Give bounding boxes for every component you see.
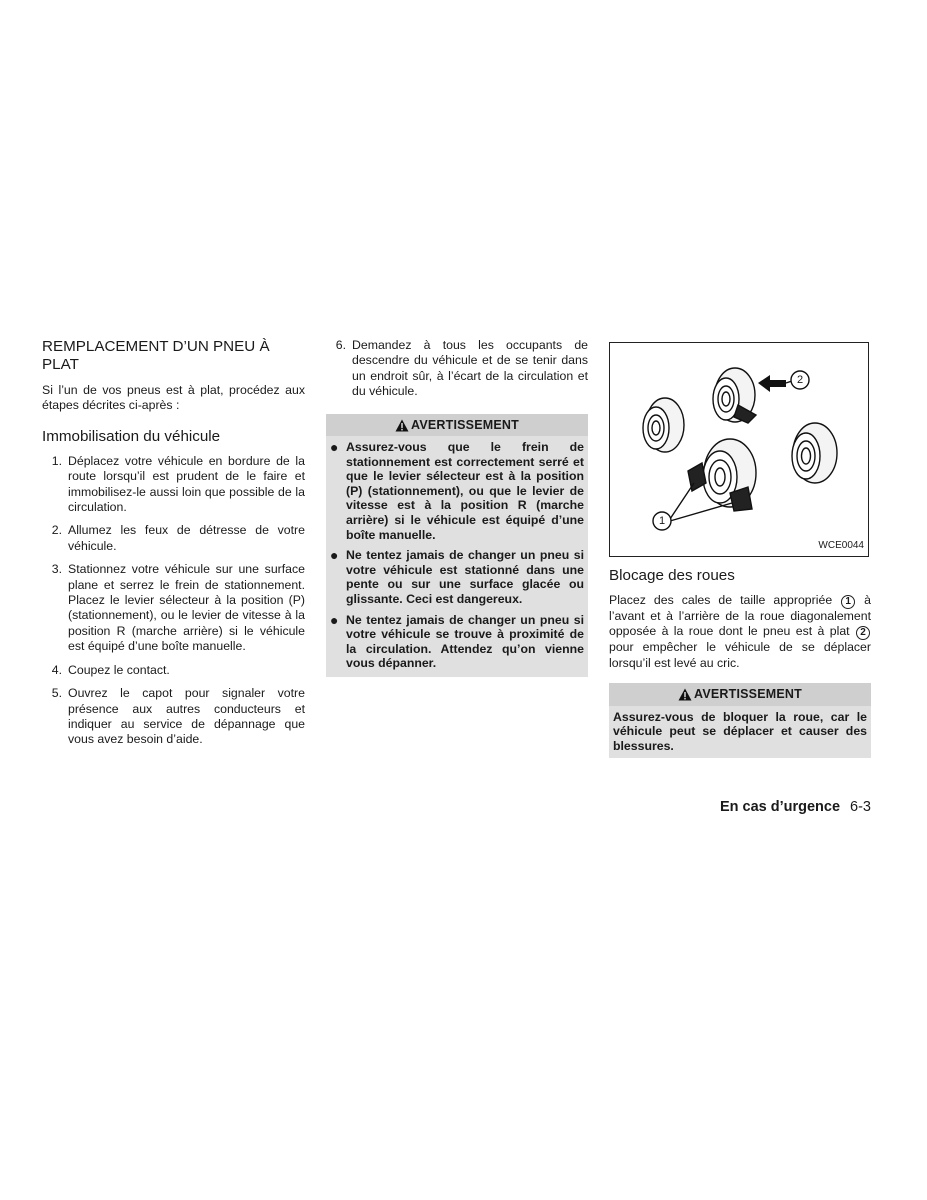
list-item: 5. Ouvrez le capot pour signaler votre présence aux autres conducteurs et indiquer au service de dépannage que vous avez besoin d’aide. <box>51 686 305 747</box>
wheel-chock-figure <box>609 342 869 557</box>
bullet-icon: ● <box>330 547 339 564</box>
warning-box <box>609 683 871 758</box>
left-column <box>42 338 305 756</box>
warning-header <box>609 683 871 705</box>
warning-title: AVERTISSEMENT <box>694 687 802 702</box>
blocage-paragraph: Placez des cales de taille appropriée 1 à l’avant et à l’arrière de la roue diagonalement opposée à la roue dont le pneu est à plat 2 pour empêcher le véhicule de se déplacer lorsqu’il est levé au cric. <box>609 593 871 670</box>
figure-code: WCE0044 <box>818 539 864 551</box>
warning-box <box>326 414 588 677</box>
list-item: 6. Demandez à tous les occupants de descendre du véhicule et de se tenir dans un endroit sûr, à l’écart de la circulation et du véhicule. <box>335 338 588 399</box>
footer-section-title: En cas d’urgence <box>719 799 841 815</box>
tire-diagonal-chocked-icon <box>688 439 756 511</box>
warning-header <box>326 414 588 436</box>
tires-illustration <box>610 343 870 558</box>
tire-front-right-icon <box>792 423 837 483</box>
section-heading: REMPLACEMENT D’UN PNEU À PLAT <box>42 338 270 373</box>
list-item: 1. Déplacez votre véhicule en bordure de la route lorsqu’il est prudent de le faire et immobilisez-le aussi loin que possible de la circulation. <box>51 453 305 515</box>
warning-text: Assurez-vous de bloquer la roue, car le véhicule peut se déplacer et causer des blessures. <box>613 709 867 753</box>
subheading-blocage: Blocage des roues <box>609 567 735 584</box>
bullet-icon: ● <box>330 611 339 628</box>
warning-triangle-icon <box>678 688 692 701</box>
circled-number-1: 1 <box>841 595 855 609</box>
circled-number-2: 2 <box>856 626 870 640</box>
callout-2-label: 2 <box>796 374 804 386</box>
list-item: 4. Coupez le contact. <box>51 662 170 677</box>
steps-list <box>42 454 305 748</box>
warning-body <box>326 436 588 677</box>
warning-body <box>609 706 871 759</box>
list-item: ● Ne tentez jamais de changer un pneu si votre véhicule se trouve à proximité de la circulation. Attendez qu’on vienne vous dépanner. <box>330 611 584 671</box>
page-number: 6-3 <box>850 799 871 815</box>
list-item: 3. Stationnez votre véhicule sur une surface plane et serrez le frein de stationnement. Placez le levier sélecteur à la position (P) (stationnement), ou le levier de vitesse à la position R (marche arrière) si le véhicule est équipé d’une boîte manuelle. <box>51 562 305 654</box>
tire-rear-left-icon <box>643 398 684 452</box>
tire-top-chocked-icon <box>713 368 756 423</box>
bullet-icon: ● <box>330 439 339 456</box>
middle-column <box>326 338 588 677</box>
warning-title: AVERTISSEMENT <box>411 417 519 432</box>
list-item: ● Ne tentez jamais de changer un pneu si votre véhicule est stationné dans une pente ou sur une surface glacée ou glissante. Ceci est dangereux. <box>330 547 584 606</box>
callout-1-label: 1 <box>658 515 666 527</box>
page-footer <box>620 799 871 815</box>
intro-paragraph: Si l’un de vos pneus est à plat, procédez aux étapes décrites ci-après : <box>42 383 305 413</box>
right-column <box>609 338 871 758</box>
steps-list-continued <box>326 338 588 400</box>
subheading-immobilisation: Immobilisation du véhicule <box>42 427 221 445</box>
list-item: 2. Allumez les feux de détresse de votre véhicule. <box>51 523 305 553</box>
warning-triangle-icon <box>395 419 409 432</box>
list-item: ● Assurez-vous que le frein de stationnement est correctement serré et que le levier sélecteur est à la position (P) (stationnement), ou que le levier de vitesse est à la position R (marche arrière) si le véhicule est équipé d’une boîte manuelle. <box>330 439 584 542</box>
